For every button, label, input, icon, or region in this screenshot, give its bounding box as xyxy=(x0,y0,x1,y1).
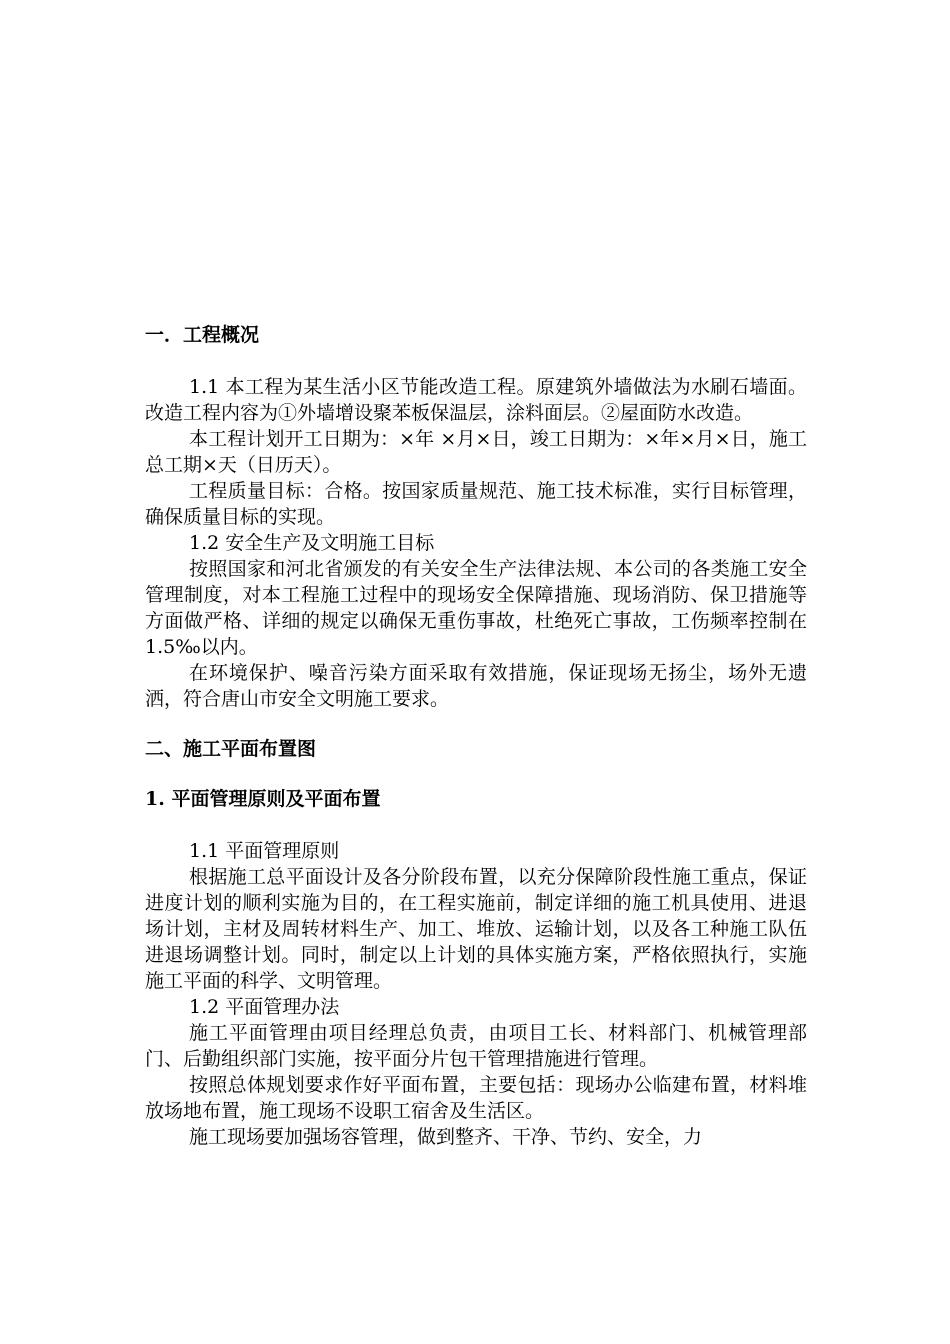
paragraph-layout-requirements: 按照总体规划要求作好平面布置，主要包括：现场办公临建布置，材料堆放场地布置，施工现场不设职工宿舍及生活区。 xyxy=(145,1074,807,1122)
paragraph-safety-subheading: 1.2 安全生产及文明施工目标 xyxy=(189,532,435,554)
paragraph-project-description: 1.1 本工程为某生活小区节能改造工程。原建筑外墙做法为水刷石墙面。改造工程内容为①外墙增设聚苯板保温层，涂料面层。②屋面防水改造。 xyxy=(145,376,807,424)
section-heading-project-overview: 一．工程概况 xyxy=(145,324,260,346)
paragraph-quality-target: 工程质量目标：合格。按国家质量规范、施工技术标准，实行目标管理，确保质量目标的实现。 xyxy=(145,480,807,528)
paragraph-principles-body: 根据施工总平面设计及各分阶段布置，以充分保障阶段性施工重点，保证进度计划的顺利实施为目的，在工程实施前，制定详细的施工机具使用、进退场计划，主材及周转材料生产、加工、堆放、运输计划，以及各工种施工队伍进退场调整计划。同时，制定以上计划的具体实施方案，严格依照执行，实施施工平面的科学、文明管理。 xyxy=(145,866,807,992)
paragraph-schedule: 本工程计划开工日期为：×年 ×月×日，竣工日期为：×年×月×日，施工总工期×天（日历天）。 xyxy=(145,428,807,476)
section-heading-site-layout: 二、施工平面布置图 xyxy=(145,738,317,760)
paragraph-safety-target: 按照国家和河北省颁发的有关安全生产法律法规、本公司的各类施工安全管理制度，对本工程施工过程中的现场安全保障措施、现场消防、保卫措施等方面做严格、详细的规定以确保无重伤事故，杜绝死亡事故，工伤频率控制在 1.5‰以内。 xyxy=(145,558,807,658)
paragraph-methods-subheading: 1.2 平面管理办法 xyxy=(189,996,340,1018)
paragraph-site-management: 施工现场要加强场容管理，做到整齐、干净、节约、安全，力 xyxy=(189,1126,703,1148)
subsection-heading-layout-principles: 1. 平面管理原则及平面布置 xyxy=(145,788,381,810)
paragraph-methods-body: 施工平面管理由项目经理总负责，由项目工长、材料部门、机械管理部门、后勤组织部门实施，按平面分片包干管理措施进行管理。 xyxy=(145,1022,807,1070)
paragraph-principles-subheading: 1.1 平面管理原则 xyxy=(189,840,340,862)
document-body xyxy=(145,322,807,1150)
paragraph-environment: 在环境保护、噪音污染方面采取有效措施，保证现场无扬尘，场外无遗洒，符合唐山市安全文明施工要求。 xyxy=(145,662,807,710)
